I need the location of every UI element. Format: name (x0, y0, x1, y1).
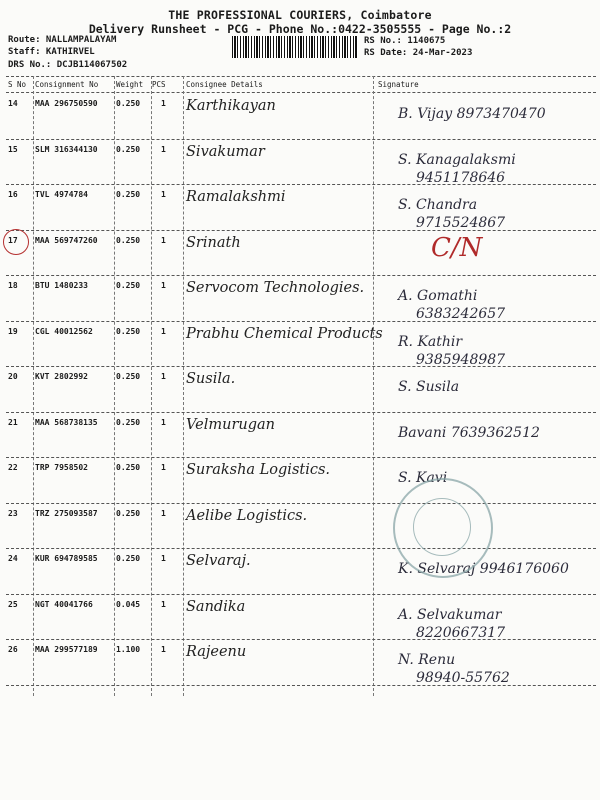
row-consignment-number: MAA 296750590 (35, 99, 98, 108)
header-consignment: Consignment No (35, 80, 99, 89)
row-sno: 14 (8, 99, 18, 108)
row-sno: 26 (8, 645, 18, 654)
row-pcs: 1 (161, 190, 166, 199)
row-weight: 0.250 (116, 99, 141, 108)
row-divider (6, 685, 596, 686)
row-signature: S. Susila (398, 379, 460, 395)
page-title: THE PROFESSIONAL COURIERS, Coimbatore (168, 8, 432, 22)
table-row (6, 187, 596, 229)
drs-label: DRS No.: DCJB114067502 (8, 60, 128, 70)
header-pcs: PCS (152, 80, 166, 89)
row-consignee-name: Karthikayan (186, 98, 276, 114)
row-weight: 0.250 (116, 554, 141, 563)
row-pcs: 1 (161, 372, 166, 381)
staff-label: Staff: KATHIRVEL (8, 47, 95, 57)
row-consignee-name: Sivakumar (186, 143, 265, 160)
row-signature: A. Selvakumar (398, 606, 502, 623)
row-divider (6, 139, 596, 140)
header-weight: Weight (116, 80, 144, 89)
row-signature: N. Renu (398, 652, 456, 668)
row-pcs: 1 (161, 144, 166, 154)
row-sno: 18 (8, 281, 18, 290)
row-consignee-name: Velmurugan (186, 416, 275, 433)
table-top-border (6, 76, 596, 77)
row-divider (6, 548, 596, 549)
row-consignee-name: Prabhu Chemical Products (186, 325, 383, 342)
row-consignment-number: MAA 299577189 (35, 645, 98, 654)
rs-number: RS No.: 1140675 (364, 36, 446, 46)
row-pcs: 1 (161, 417, 166, 427)
row-weight: 0.250 (116, 463, 141, 472)
row-signature-phone: 9715524867 (416, 215, 506, 231)
row-pcs: 1 (161, 645, 166, 654)
row-weight: 1.100 (116, 645, 141, 654)
row-consignment-number: BTU 1480233 (35, 281, 88, 290)
row-consignment-number: TVL 4974784 (35, 190, 88, 199)
row-consignee-name: Servocom Technologies. (186, 280, 365, 296)
row-divider (6, 457, 596, 458)
row-pcs: 1 (161, 599, 166, 609)
row-sno: 16 (8, 190, 18, 199)
row-sno: 19 (8, 326, 18, 336)
row-weight: 0.250 (116, 235, 141, 245)
row-signature-phone: 9385948987 (416, 351, 506, 368)
row-sno: 23 (8, 508, 18, 518)
row-divider (6, 184, 596, 185)
row-signature-phone: 6383242657 (416, 306, 506, 322)
row-consignee-name: Ramalakshmi (186, 189, 286, 205)
table-row (6, 278, 596, 320)
row-consignment-number: KUR 694789585 (35, 554, 98, 563)
table-row (6, 142, 596, 184)
row-sno: 21 (8, 417, 18, 427)
row-consignment-number: CGL 40012562 (35, 326, 93, 336)
row-divider (6, 503, 596, 504)
row-consignment-number: NGT 40041766 (35, 599, 93, 609)
row-weight: 0.250 (116, 508, 141, 518)
row-pcs: 1 (161, 463, 166, 472)
row-sno: 17 (8, 235, 18, 245)
row-signature: K. Selvaraj 9946176060 (398, 561, 569, 577)
table-row (6, 369, 596, 411)
row-consignment-number: KVT 2802992 (35, 372, 88, 381)
row-weight: 0.250 (116, 190, 141, 199)
table-row (6, 96, 596, 138)
row-signature: A. Gomathi (398, 288, 478, 304)
row-signature-phone: 98940-55762 (416, 670, 510, 686)
row-signature-phone: 9451178646 (416, 169, 506, 186)
row-sno: 25 (8, 599, 18, 609)
row-weight: 0.250 (116, 417, 141, 427)
table-row (6, 415, 596, 457)
row-pcs: 1 (161, 281, 166, 290)
row-sno: 22 (8, 463, 18, 472)
row-signature: B. Vijay 8973470470 (398, 106, 546, 122)
row-sno: 24 (8, 554, 18, 563)
row-pcs: 1 (161, 554, 166, 563)
row-weight: 0.045 (116, 599, 141, 609)
header-consignee: Consignee Details (186, 80, 263, 89)
row-consignee-name: Susila. (186, 371, 236, 387)
row-weight: 0.250 (116, 144, 141, 154)
row-weight: 0.250 (116, 326, 141, 336)
row-divider (6, 321, 596, 322)
rs-date: RS Date: 24-Mar-2023 (364, 48, 473, 58)
row-divider (6, 230, 596, 231)
row-signature: Bavani 7639362512 (398, 424, 540, 441)
row-consignment-number: MAA 569747260 (35, 235, 98, 245)
row-weight: 0.250 (116, 281, 141, 290)
row-pcs: 1 (161, 235, 166, 245)
table-header-border (6, 92, 596, 93)
row-divider (6, 594, 596, 595)
header-sno: S No (8, 80, 27, 89)
row-consignment-number: SLM 316344130 (35, 144, 98, 154)
table-row (6, 551, 596, 593)
row-consignee-name: Aelibe Logistics. (186, 507, 308, 524)
row-consignment-number: TRZ 275093587 (35, 508, 98, 518)
table-header-row (6, 78, 596, 92)
table-row (6, 233, 596, 275)
row-pcs: 1 (161, 99, 166, 108)
row-consignee-name: Sandika (186, 598, 246, 615)
row-divider (6, 412, 596, 413)
row-signature: R. Kathir (398, 333, 463, 350)
table-row (6, 324, 596, 366)
row-divider (6, 275, 596, 276)
row-consignment-number: MAA 568738135 (35, 417, 98, 427)
table-row (6, 506, 596, 548)
row-weight: 0.250 (116, 372, 141, 381)
row-divider (6, 366, 596, 367)
row-signature: C/N (431, 232, 483, 263)
barcode-image (232, 36, 358, 58)
page-subtitle: Delivery Runsheet - PCG - Phone No.:0422-3505555 - Page No.:2 (88, 22, 512, 36)
row-divider (6, 639, 596, 640)
row-consignee-name: Srinath (186, 234, 241, 251)
header-signature: Signature (378, 80, 419, 89)
row-pcs: 1 (161, 508, 166, 518)
row-consignee-name: Selvaraj. (186, 553, 251, 569)
row-signature-phone: 8220667317 (416, 624, 506, 641)
handwritten-circle-mark (3, 229, 29, 255)
row-sno: 15 (8, 144, 18, 154)
table-row (6, 642, 596, 684)
table-row (6, 460, 596, 502)
row-pcs: 1 (161, 326, 166, 336)
row-consignment-number: TRP 7958502 (35, 463, 88, 472)
row-consignee-name: Suraksha Logistics. (186, 462, 331, 478)
row-signature: S. Kanagalaksmi (398, 151, 516, 168)
table-row (6, 597, 596, 639)
company-stamp (393, 478, 493, 578)
row-signature: S. Kavi (398, 470, 448, 486)
row-consignee-name: Rajeenu (186, 644, 247, 660)
route-label: Route: NALLAMPALAYAM (8, 35, 117, 45)
row-signature: S. Chandra (398, 197, 478, 213)
row-sno: 20 (8, 372, 18, 381)
